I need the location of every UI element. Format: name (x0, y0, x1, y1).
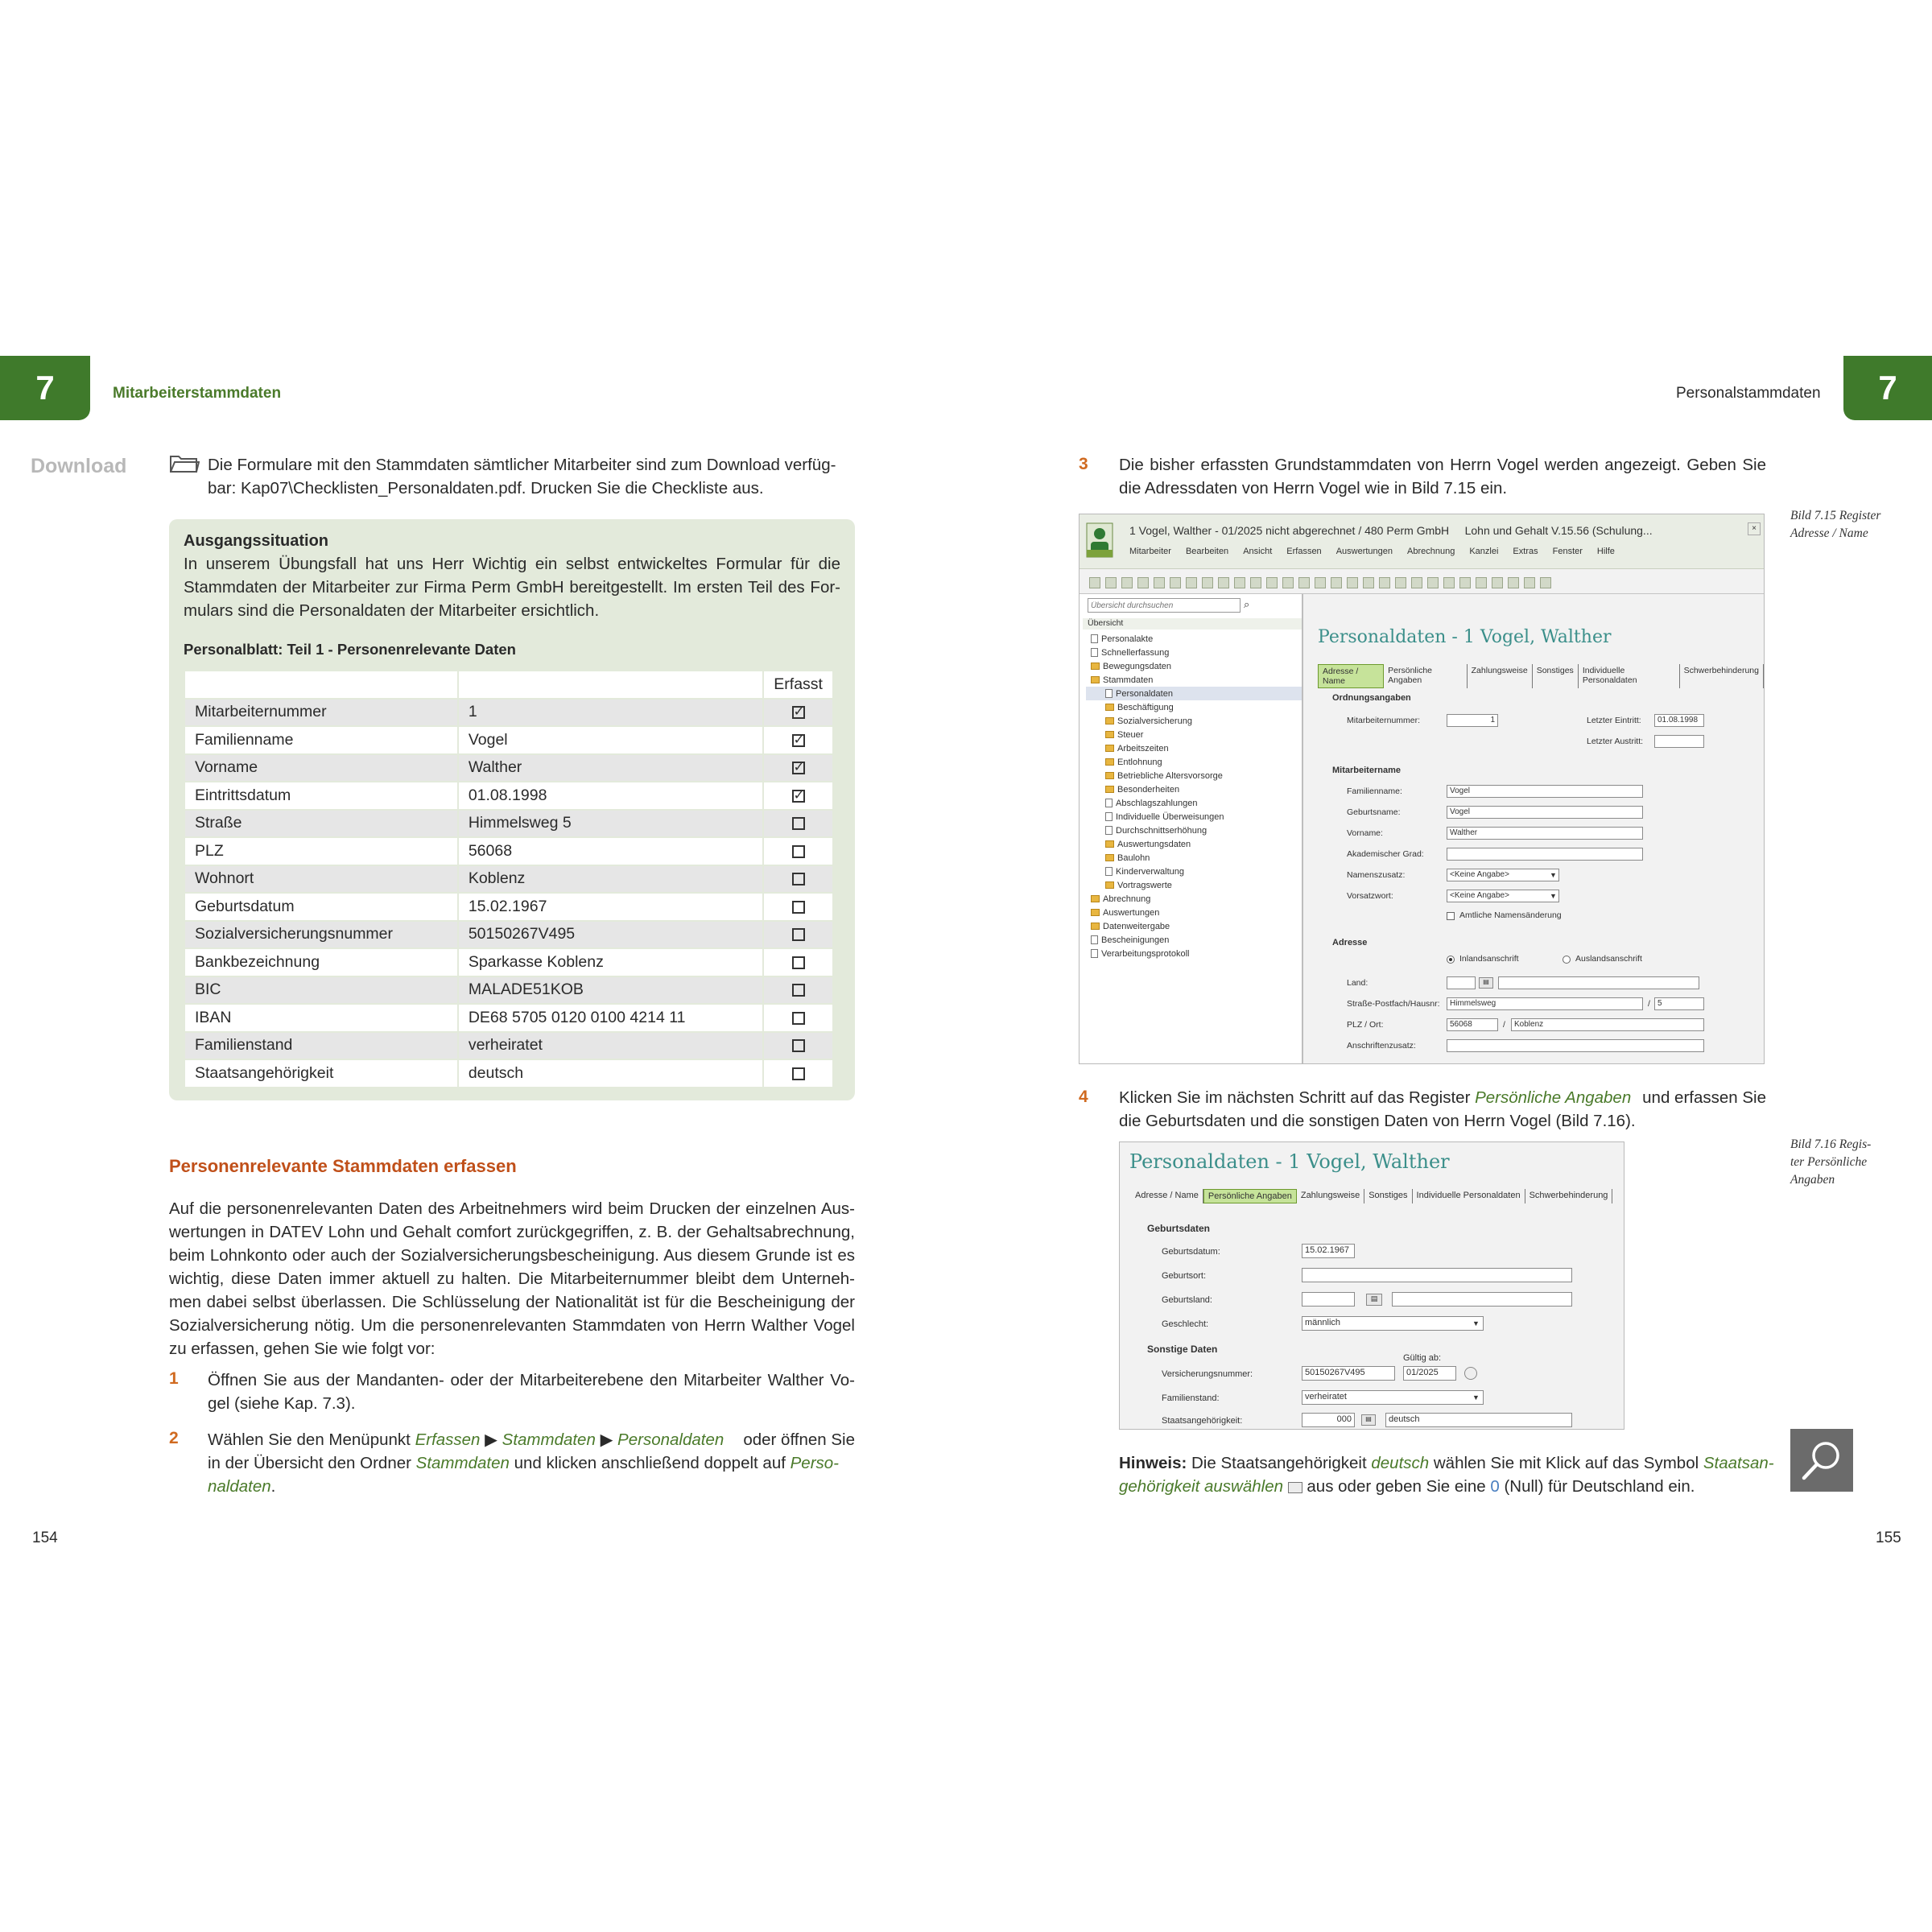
checklist-table (184, 670, 834, 1088)
tree-item[interactable]: Abrechnung (1086, 892, 1302, 906)
folder-icon (1105, 745, 1114, 752)
table-row (184, 921, 833, 949)
table-row (184, 1059, 833, 1088)
register-tab[interactable]: Schwerbehinderung (1680, 664, 1764, 688)
ort-field[interactable]: Koblenz (1511, 1018, 1704, 1031)
folder-icon (1105, 731, 1114, 738)
overview-tree (1086, 632, 1302, 960)
row-label: BIC (184, 976, 458, 1005)
step-3-text: Die bisher erfassten Grundstammdaten von Herrn Vogel werden angezeigt. Geben Sie die Adressdaten von Herrn Vogel wie in Bild 7.15 ein. (1119, 456, 1766, 497)
tree-item[interactable]: Steuer (1086, 728, 1302, 741)
magnifier-icon (1790, 1429, 1853, 1492)
tree-item[interactable]: Arbeitszeiten (1086, 741, 1302, 755)
table-row (184, 1004, 833, 1032)
vorsatzwort-select[interactable]: <Keine Angabe> (1447, 890, 1559, 902)
toolbar-button[interactable] (1524, 577, 1535, 588)
menu-stammdaten: Stammdaten (502, 1430, 596, 1449)
tree-item[interactable]: Auswertungsdaten (1086, 837, 1302, 851)
document-icon (1105, 826, 1113, 835)
folder-icon (169, 452, 200, 477)
folder-icon (1091, 676, 1100, 683)
checkbox[interactable] (792, 734, 805, 747)
namenszusatz-select[interactable]: <Keine Angabe> (1447, 869, 1559, 881)
row-label: Geburtsdatum (184, 893, 458, 921)
step-2-text: Wählen Sie den Menüpunkt Erfassen ▶ Stammdaten ▶ Personaldaten oder öffnen Sie in der Übersicht den Ordner Stammdaten und klicken anschließend doppelt auf Perso- naldaten. (208, 1430, 855, 1496)
land-field[interactable] (1498, 976, 1699, 989)
margin-label-download: Download (31, 455, 127, 477)
row-label: Straße (184, 810, 458, 838)
register-tab[interactable]: Persönliche Angaben (1384, 664, 1467, 688)
row-value: Sparkasse Koblenz (458, 948, 763, 976)
austritt-field[interactable] (1654, 735, 1704, 748)
section-ordnungsangaben: Ordnungsangaben (1332, 693, 1411, 703)
running-head-left: Mitarbeiterstammdaten (113, 385, 282, 402)
situation-title: Ausgangssituation (184, 532, 329, 550)
toolbar-button[interactable] (1105, 577, 1117, 588)
geburtsort-field[interactable] (1302, 1268, 1572, 1282)
section-sonstige-daten: Sonstige Daten (1147, 1344, 1218, 1355)
plz-field[interactable]: 56068 (1447, 1018, 1498, 1031)
calendar-icon[interactable]: ▤ (1366, 1294, 1382, 1306)
row-label: PLZ (184, 837, 458, 865)
document-icon (1105, 812, 1113, 821)
section-adresse: Adresse (1332, 938, 1368, 947)
chevron-down-icon[interactable]: ▼ (1550, 871, 1557, 879)
folder-icon (1105, 704, 1114, 711)
menu-item[interactable]: Ansicht (1243, 547, 1273, 556)
mitarbeiternummer-field[interactable]: 1 (1447, 714, 1498, 727)
tree-item[interactable]: Auswertungen (1086, 906, 1302, 919)
register-tab[interactable]: Zahlungsweise (1468, 664, 1533, 688)
tree-item[interactable]: Sozialversicherung (1086, 714, 1302, 728)
toolbar-button[interactable] (1298, 577, 1310, 588)
toolbar-button[interactable] (1218, 577, 1229, 588)
table-row (184, 865, 833, 894)
row-value: Walther (458, 754, 763, 782)
page-number-right: 155 (1876, 1530, 1901, 1546)
screenshot-adresse-name: 1 Vogel, Walther - 01/2025 nicht abgerechnet / 480 Perm GmbH Lohn und Gehalt V.15.56 (Schulung... × Mitarbeiter Bearbeiten Ansicht Erfassen Auswertungen Abrechnung Kanzlei Extras Fenster Hilfe Übersicht durchsuchen ⌕ Übersicht Personalakte Schnellerfassung Bewegungsdaten Stammdaten Personaldaten Beschäftigung Sozialversicherung Steuer Arbeitszeiten Entlohnung Betriebliche Altersvorsorge Besonderheiten Abschlagszahlungen Individuelle Überweisungen Durchschnittserhöhung Auswertungsdaten Baulohn Kinderverwaltung Vortragswerte Abrechnung Auswertungen Datenweitergabe Bescheinigungen Verarbeitungsprotokoll Personaldaten - 1 Vogel, Walther Adresse / Name Persönliche Angaben Zahlungsweise Sonstiges Individuelle Personaldaten Schwerbehinderung Ordnungsangaben Mitarbeiternummer: 1 Letzter Eintritt: 01.08.1998 Letzter Austritt: Mitarbeitername Familienname: Vogel Geburtsname: Vogel Vorname: Walther Akademischer Grad: Namenszusatz: <Keine Angabe> ▼ Vorsatzwort: <Keine Angabe> ▼ Amtliche Namensänderung Adresse Inlandsanschrift Auslandsanschrift Land: ▤ Straße-Postfach/Hausnr: Himmelsweg / 5 PLZ / Ort: 56068 / Koblenz Anschriftenzusatz: (1079, 514, 1765, 1064)
table-row (184, 699, 833, 727)
tree-item[interactable]: Besonderheiten (1086, 782, 1302, 796)
folder-icon (1105, 772, 1114, 779)
chevron-down-icon[interactable]: ▼ (1472, 1393, 1480, 1402)
clock-icon[interactable] (1464, 1367, 1477, 1380)
calendar-icon[interactable]: ▤ (1479, 977, 1493, 989)
eintritt-field[interactable]: 01.08.1998 (1654, 714, 1704, 727)
toolbar-button[interactable] (1250, 577, 1261, 588)
menu-item[interactable]: Auswertungen (1335, 547, 1393, 556)
situation-text: Ausgangssituation In unserem Übungsfall hat uns Herr Wichtig ein selbst entwickeltes Formular für die Stammdaten der Mitarbeiter zur Firma Perm GmbH bereitgestellt. Im ersten Teil des For- mulars sind die Personaldaten der Mitarbeiter ersichtlich. (184, 530, 840, 622)
versicherungsnummer-field[interactable]: 50150267V495 (1302, 1366, 1395, 1381)
toolbar (1089, 577, 1551, 588)
toolbar-button[interactable] (1170, 577, 1181, 588)
checkbox[interactable] (792, 790, 805, 803)
register-tabs (1131, 1189, 1612, 1203)
table-row (184, 1032, 833, 1060)
close-icon[interactable]: × (1748, 522, 1761, 535)
tree-item[interactable]: Personaldaten (1086, 687, 1302, 700)
checkbox[interactable] (792, 817, 805, 830)
tree-item[interactable]: Bewegungsdaten (1086, 659, 1302, 673)
register-tab[interactable]: Individuelle Personaldaten (1413, 1189, 1525, 1203)
section-mitarbeitername: Mitarbeitername (1332, 766, 1401, 775)
caption-7-16: Bild 7.16 Regis- ter Persönliche Angaben (1790, 1137, 1872, 1187)
inland-radio[interactable] (1447, 956, 1455, 964)
folder-icon (1105, 881, 1114, 889)
row-value: 50150267V495 (458, 921, 763, 949)
land-code-field[interactable] (1447, 976, 1476, 989)
search-icon[interactable]: ⌕ (1244, 598, 1250, 610)
toolbar-button[interactable] (1202, 577, 1213, 588)
toolbar-button[interactable] (1476, 577, 1487, 588)
document-icon (1091, 949, 1098, 958)
row-value: 15.02.1967 (458, 893, 763, 921)
row-value: verheiratet (458, 1032, 763, 1060)
table-row (184, 948, 833, 976)
step-1-text: Öffnen Sie aus der Mandanten- oder der Mitarbeiterebene den Mitarbeiter Walther Vo- gel (siehe Kap. 7.3). (208, 1371, 855, 1413)
tree-item[interactable]: Vortragswerte (1086, 878, 1302, 892)
row-value: 01.08.1998 (458, 782, 763, 810)
calendar-icon[interactable]: ▤ (1361, 1414, 1376, 1426)
familienstand-select[interactable]: verheiratet (1302, 1390, 1484, 1405)
row-value: deutsch (458, 1059, 763, 1088)
row-label: Bankbezeichnung (184, 948, 458, 976)
window-title: 1 Vogel, Walther - 01/2025 nicht abgerechnet / 480 Perm GmbH Lohn und Gehalt V.15.56 (Schulung... (1129, 524, 1653, 537)
staatsangehoerigkeit-field[interactable]: deutsch (1385, 1413, 1572, 1427)
tree-item[interactable]: Datenweitergabe (1086, 919, 1302, 933)
step-1-number: 1 (169, 1369, 179, 1388)
chevron-down-icon[interactable]: ▼ (1550, 892, 1557, 900)
folder-icon (1105, 840, 1114, 848)
row-value: Koblenz (458, 865, 763, 894)
folder-icon (1091, 909, 1100, 916)
row-label: Familienname (184, 726, 458, 754)
personaldaten-title: Personaldaten - 1 Vogel, Walther (1129, 1150, 1450, 1173)
toolbar-button[interactable] (1186, 577, 1197, 588)
anschriftenzusatz-field[interactable] (1447, 1039, 1704, 1052)
toolbar-button[interactable] (1427, 577, 1439, 588)
checkbox[interactable] (792, 845, 805, 858)
row-value: 1 (458, 699, 763, 727)
toolbar-button[interactable] (1331, 577, 1342, 588)
menu-item[interactable]: Mitarbeiter (1129, 547, 1171, 556)
toolbar-button[interactable] (1395, 577, 1406, 588)
person-icon (1086, 522, 1113, 560)
geburtsland-code-field[interactable] (1302, 1292, 1355, 1307)
toolbar-button[interactable] (1089, 577, 1100, 588)
table-row (184, 754, 833, 782)
toolbar-button[interactable] (1508, 577, 1519, 588)
overview-header: Übersicht (1083, 618, 1302, 630)
row-label: IBAN (184, 1004, 458, 1032)
register-tab[interactable]: Persönliche Angaben (1203, 1189, 1297, 1203)
checkbox[interactable] (792, 928, 805, 941)
register-tab[interactable]: Individuelle Personaldaten (1579, 664, 1680, 688)
tree-item[interactable]: Bescheinigungen (1086, 933, 1302, 947)
geburtsname-field[interactable]: Vogel (1447, 806, 1643, 819)
table-row (184, 837, 833, 865)
row-label: Wohnort (184, 865, 458, 894)
column-header-erfasst: Erfasst (763, 671, 833, 699)
folder-icon (1091, 923, 1100, 930)
tree-item[interactable]: Entlohnung (1086, 755, 1302, 769)
checkbox[interactable] (792, 762, 805, 774)
step-4-number: 4 (1079, 1088, 1088, 1106)
section-heading: Personenrelevante Stammdaten erfassen (169, 1156, 517, 1176)
tree-item[interactable]: Individuelle Überweisungen (1086, 810, 1302, 824)
geburtsland-field[interactable] (1392, 1292, 1572, 1307)
strasse-field[interactable]: Himmelsweg (1447, 997, 1643, 1010)
checkbox[interactable] (792, 1012, 805, 1025)
tree-item[interactable]: Betriebliche Altersvorsorge (1086, 769, 1302, 782)
window-titlebar (1080, 514, 1765, 569)
tree-item[interactable]: Kinderverwaltung (1086, 865, 1302, 878)
geschlecht-select[interactable]: männlich (1302, 1316, 1484, 1331)
toolbar-button[interactable] (1121, 577, 1133, 588)
geburtsdatum-field[interactable]: 15.02.1967 (1302, 1244, 1355, 1258)
register-tab[interactable]: Adresse / Name (1131, 1189, 1203, 1203)
register-tab[interactable]: Schwerbehinderung (1525, 1189, 1613, 1203)
folder-icon (1091, 895, 1100, 902)
tree-item[interactable]: Verarbeitungsprotokoll (1086, 947, 1302, 960)
staatsangehoerigkeit-code-field[interactable]: 000 (1302, 1413, 1355, 1427)
vorname-field[interactable]: Walther (1447, 827, 1643, 840)
row-value: Himmelsweg 5 (458, 810, 763, 838)
document-icon (1105, 867, 1113, 876)
toolbar-button[interactable] (1282, 577, 1294, 588)
row-value: MALADE51KOB (458, 976, 763, 1005)
row-label: Sozialversicherungsnummer (184, 921, 458, 949)
step-3-number: 3 (1079, 455, 1088, 473)
checkbox[interactable] (792, 901, 805, 914)
toolbar-button[interactable] (1315, 577, 1326, 588)
toolbar-button[interactable] (1266, 577, 1278, 588)
checkbox[interactable] (792, 1067, 805, 1080)
checkbox[interactable] (792, 873, 805, 886)
row-value: Vogel (458, 726, 763, 754)
register-tabs (1318, 664, 1764, 688)
tree-item[interactable]: Durchschnittserhöhung (1086, 824, 1302, 837)
row-label: Familienstand (184, 1032, 458, 1060)
tree-item[interactable]: Abschlagszahlungen (1086, 796, 1302, 810)
chapter-tab-left: 7 (0, 356, 90, 420)
row-label: Staatsangehörigkeit (184, 1059, 458, 1088)
personaldaten-title: Personaldaten - 1 Vogel, Walther (1318, 627, 1612, 647)
row-label: Vorname (184, 754, 458, 782)
document-icon (1091, 935, 1098, 944)
folder-icon (1105, 786, 1114, 793)
caption-7-15: Bild 7.15 Register Adresse / Name (1790, 509, 1881, 540)
menu-item[interactable]: Fenster (1552, 547, 1583, 556)
table-row (184, 782, 833, 810)
toolbar-button[interactable] (1443, 577, 1455, 588)
calendar-icon (1288, 1482, 1302, 1493)
folder-icon (1105, 854, 1114, 861)
tree-item[interactable]: Personalakte (1086, 632, 1302, 646)
register-tab[interactable]: Adresse / Name (1318, 664, 1384, 688)
table-row (184, 893, 833, 921)
toolbar-button[interactable] (1459, 577, 1471, 588)
chapter-tab-right: 7 (1843, 356, 1932, 420)
step-4-text: Klicken Sie im nächsten Schritt auf das Register Persönliche Angaben und erfassen Sie die Geburtsdaten und die sonstigen Daten von Herrn Vogel (Bild 7.16). (1119, 1088, 1766, 1130)
page-number-left: 154 (32, 1530, 58, 1546)
menu-personaldaten: Personaldaten (617, 1430, 724, 1449)
section-geburtsdaten: Geburtsdaten (1147, 1223, 1211, 1234)
table-row (184, 726, 833, 754)
checkbox[interactable] (792, 956, 805, 969)
row-label: Mitarbeiternummer (184, 699, 458, 727)
document-icon (1091, 648, 1098, 657)
hint-text: Hinweis: Die Staatsangehörigkeit deutsch wählen Sie mit Klick auf das Symbol Staatsan- gehörigkeit auswählen aus oder geben Sie eine 0 (Null) für Deutschland ein. (1119, 1454, 1774, 1496)
namensaenderung-checkbox[interactable] (1447, 912, 1455, 920)
hausnummer-field[interactable]: 5 (1654, 997, 1704, 1010)
toolbar-button[interactable] (1492, 577, 1503, 588)
tree-item[interactable]: Schnellerfassung (1086, 646, 1302, 659)
row-label: Eintrittsdatum (184, 782, 458, 810)
toolbar-button[interactable] (1411, 577, 1422, 588)
register-tab[interactable]: Zahlungsweise (1297, 1189, 1364, 1203)
step-2-number: 2 (169, 1429, 179, 1447)
menu-item[interactable]: Erfassen (1286, 547, 1322, 556)
screenshot-persoenliche-angaben: Personaldaten - 1 Vogel, Walther Adresse / Name Persönliche Angaben Zahlungsweise Sonstiges Individuelle Personaldaten Schwerbehinderung Geburtsdaten Geburtsdatum: 15.02.1967 Geburtsort: Geburtsland: ▤ Geschlecht: männlich ▼ Sonstige Daten Gültig ab: Versicherungsnummer: 50150267V495 01/2025 Familienstand: verheiratet ▼ Staatsangehörigkeit: 000 ▤ deutsch (1119, 1141, 1624, 1430)
menu-erfassen: Erfassen (415, 1430, 481, 1449)
document-icon (1105, 689, 1113, 698)
gueltig-ab-field[interactable]: 01/2025 (1403, 1366, 1456, 1381)
ausland-radio[interactable] (1563, 956, 1571, 964)
intro-paragraph: Auf die personenrelevanten Daten des Arbeitnehmers wird beim Drucken der einzelnen Aus- wertungen in DATEV Lohn und Gehalt comfort zurückgegriffen, z. B. der Gehaltsabrechnung, beim Lohnkonto oder auch der Sozialversicherungsbescheinigung. Aus diesem Grunde ist es wichtig, diese Daten immer aktuell zu halten. Die Mitarbeiternummer bleibt dem Unterneh- men dabei selbst überlassen. Die Schlüsselung der Nationalität ist für die Bescheinigung der Sozialversicherung nötig. Um die personenrelevanten Stammdaten von Herrn Walther Vogel zu erfassen, gehen Sie wie folgt vor: (169, 1199, 855, 1358)
menu-item[interactable]: Hilfe (1596, 547, 1615, 556)
toolbar-button[interactable] (1137, 577, 1149, 588)
table-row (184, 976, 833, 1005)
register-tab[interactable]: Sonstiges (1533, 664, 1579, 688)
overview-search-input[interactable] (1088, 598, 1241, 613)
menu-item[interactable]: Abrechnung (1407, 547, 1455, 556)
row-value: 56068 (458, 837, 763, 865)
toolbar-button[interactable] (1234, 577, 1245, 588)
document-icon (1105, 799, 1113, 807)
folder-icon (1105, 758, 1114, 766)
table-title: Personalblatt: Teil 1 - Personenrelevante Daten (184, 641, 516, 658)
chevron-down-icon[interactable]: ▼ (1472, 1319, 1480, 1327)
checkbox[interactable] (792, 984, 805, 997)
register-tab[interactable]: Sonstiges (1364, 1189, 1412, 1203)
toolbar-button[interactable] (1540, 577, 1551, 588)
document-icon (1091, 634, 1098, 643)
menu-item[interactable]: Bearbeiten (1185, 547, 1229, 556)
toolbar-button[interactable] (1379, 577, 1390, 588)
akademischer-grad-field[interactable] (1447, 848, 1643, 861)
table-row (184, 810, 833, 838)
toolbar-button[interactable] (1347, 577, 1358, 588)
menu-item[interactable]: Extras (1513, 547, 1538, 556)
row-value: DE68 5705 0120 0100 4214 11 (458, 1004, 763, 1032)
familienname-field[interactable]: Vogel (1447, 785, 1643, 798)
menu-item[interactable]: Kanzlei (1469, 547, 1499, 556)
folder-icon (1105, 717, 1114, 724)
toolbar-button[interactable] (1363, 577, 1374, 588)
folder-icon (1091, 663, 1100, 670)
tree-item[interactable]: Beschäftigung (1086, 700, 1302, 714)
running-head-right: Personalstammdaten (1676, 385, 1821, 402)
tree-item[interactable]: Stammdaten (1086, 673, 1302, 687)
tree-item[interactable]: Baulohn (1086, 851, 1302, 865)
menubar (1129, 547, 1615, 556)
checkbox[interactable] (792, 706, 805, 719)
checkbox[interactable] (792, 1039, 805, 1052)
toolbar-button[interactable] (1154, 577, 1165, 588)
download-note: Die Formulare mit den Stammdaten sämtlicher Mitarbeiter sind zum Download verfüg- bar: Kap07\Checklisten_Personaldaten.pdf. Drucken Sie die Checkliste aus. (208, 456, 836, 497)
